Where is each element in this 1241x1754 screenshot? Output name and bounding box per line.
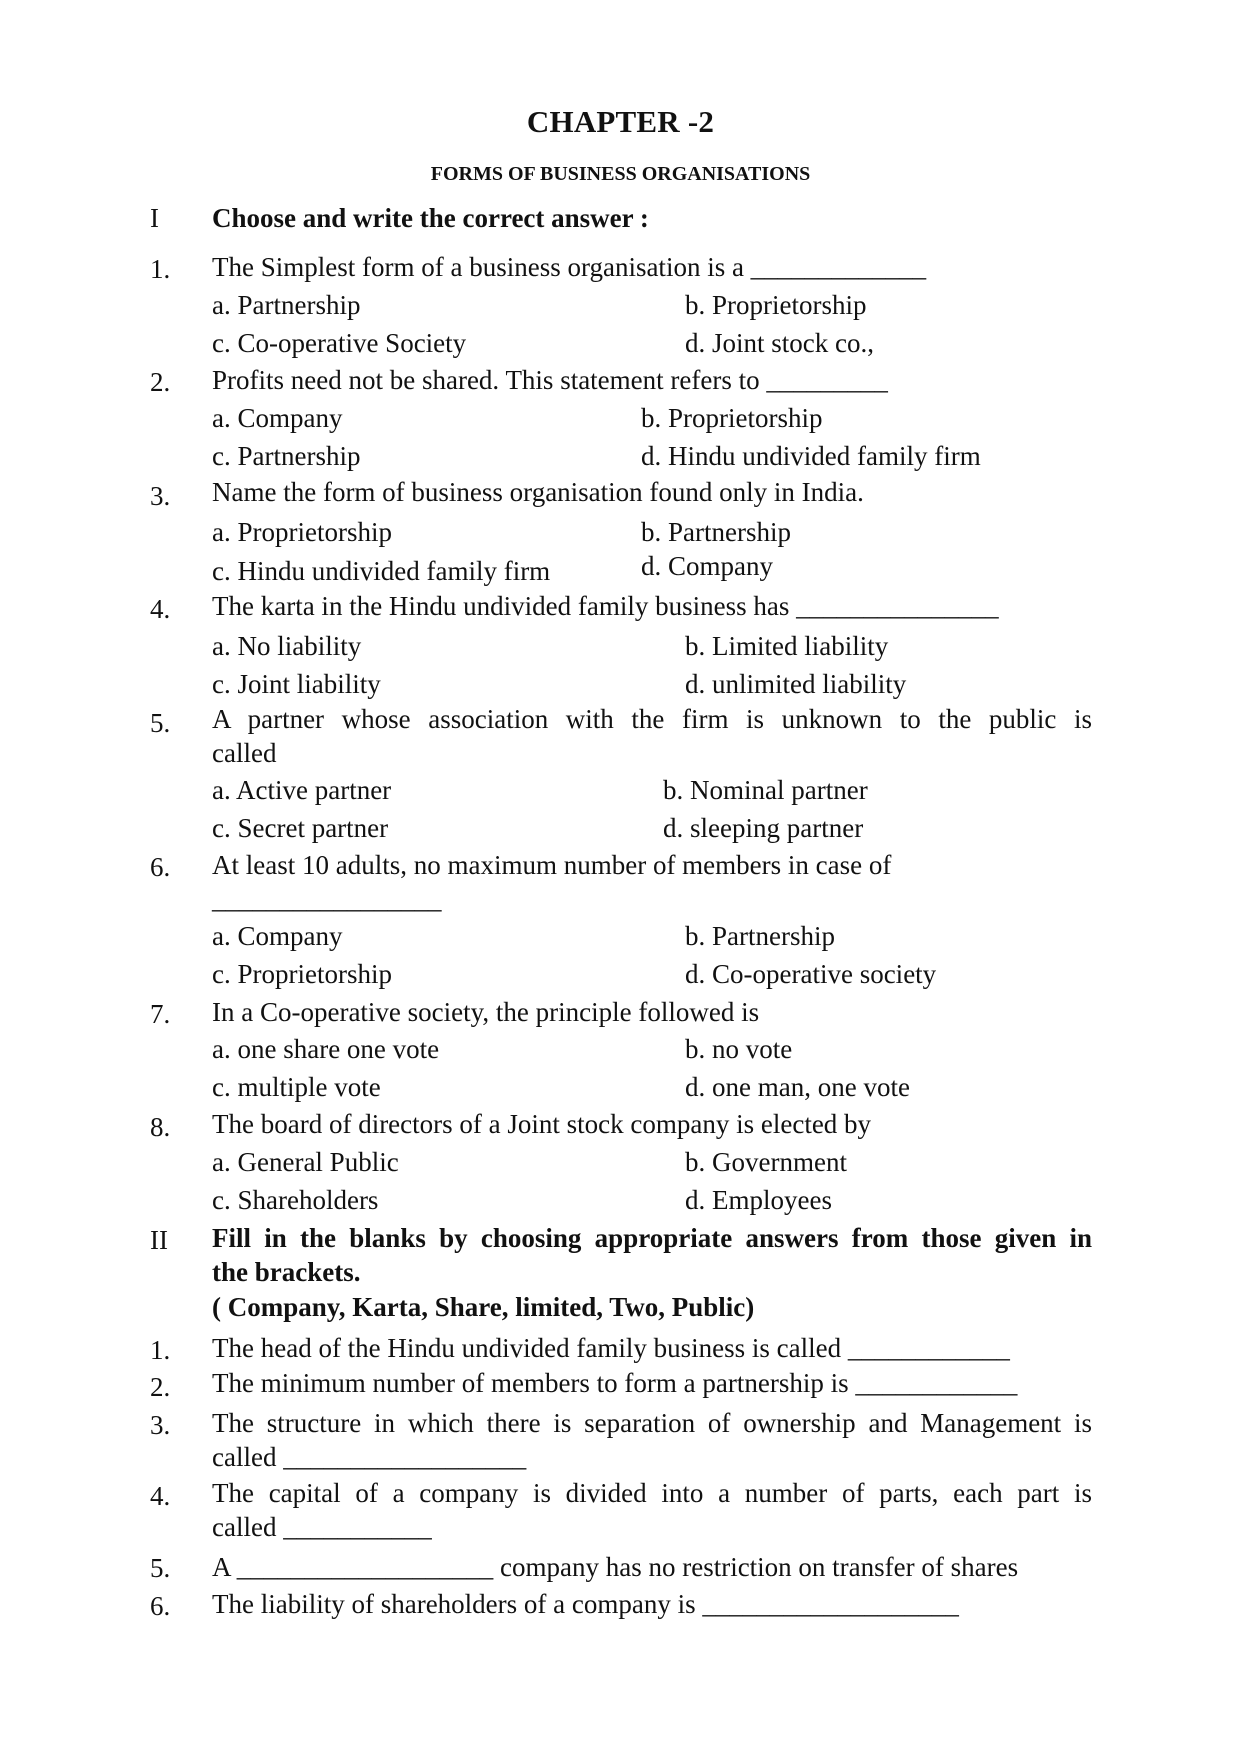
- question-number: 1.: [150, 254, 171, 284]
- section-heading: Fill in the blanks by choosing appropriate answers from those given in: [212, 1223, 1092, 1253]
- answer-choices: ( Company, Karta, Share, limited, Two, Public): [212, 1292, 755, 1322]
- section-heading: Choose and write the correct answer :: [212, 203, 649, 233]
- option-b: b. Proprietorship: [685, 290, 867, 320]
- option-d: d. unlimited liability: [685, 669, 907, 699]
- option-b: b. Limited liability: [685, 631, 889, 661]
- chapter-title: CHAPTER -2: [526, 104, 715, 139]
- option-b: b. Partnership: [685, 921, 835, 951]
- option-b: b. Government: [685, 1147, 847, 1177]
- question-text: The structure in which there is separation of ownership and Management is: [212, 1408, 1092, 1438]
- option-c: c. Shareholders: [212, 1185, 379, 1215]
- option-b: b. no vote: [685, 1034, 793, 1064]
- option-c: c. Secret partner: [212, 813, 389, 843]
- option-b: b. Partnership: [641, 517, 791, 547]
- option-a: a. Company: [212, 403, 343, 433]
- question-text: A ___________________ company has no restriction on transfer of shares: [212, 1552, 1019, 1582]
- question-text: At least 10 adults, no maximum number of members in case of: [212, 850, 892, 880]
- question-text: The capital of a company is divided into a number of parts, each part is: [212, 1478, 1092, 1508]
- question-number: 8.: [150, 1112, 171, 1142]
- option-a: a. Proprietorship: [212, 517, 392, 547]
- question-text: In a Co-operative society, the principle followed is: [212, 997, 760, 1027]
- option-a: a. Partnership: [212, 290, 361, 320]
- option-a: a. No liability: [212, 631, 362, 661]
- option-b: b. Nominal partner: [663, 775, 868, 805]
- question-text: The karta in the Hindu undivided family business has _______________: [212, 591, 999, 621]
- section-numeral: II: [150, 1225, 168, 1255]
- question-text-continued: called ___________: [212, 1512, 432, 1542]
- option-d: d. Co-operative society: [685, 959, 937, 989]
- question-text-continued: called __________________: [212, 1442, 527, 1472]
- option-a: a. Company: [212, 921, 343, 951]
- option-b: b. Proprietorship: [641, 403, 823, 433]
- question-number: 2.: [150, 1372, 171, 1402]
- question-number: 6.: [150, 1591, 171, 1621]
- question-number: 7.: [150, 999, 171, 1029]
- question-number: 3.: [150, 481, 171, 511]
- answer-blank: _________________: [212, 884, 442, 914]
- section-heading-continued: the brackets.: [212, 1257, 361, 1287]
- option-d: d. Hindu undivided family firm: [641, 441, 981, 471]
- option-d: d. Company: [641, 551, 773, 581]
- question-text: The board of directors of a Joint stock company is elected by: [212, 1109, 872, 1139]
- question-number: 4.: [150, 594, 171, 624]
- option-d: d. Employees: [685, 1185, 832, 1215]
- option-d: d. sleeping partner: [663, 813, 864, 843]
- chapter-subtitle: FORMS OF BUSINESS ORGANISATIONS: [430, 163, 811, 185]
- question-text: The head of the Hindu undivided family business is called ____________: [212, 1333, 1010, 1363]
- question-text-continued: called: [212, 738, 277, 768]
- question-text: Profits need not be shared. This statement refers to _________: [212, 365, 888, 395]
- question-text: The minimum number of members to form a partnership is ____________: [212, 1368, 1018, 1398]
- option-d: d. one man, one vote: [685, 1072, 910, 1102]
- question-text: A partner whose association with the firm is unknown to the public is: [212, 704, 1092, 734]
- option-a: a. Active partner: [212, 775, 392, 805]
- option-d: d. Joint stock co.,: [685, 328, 874, 358]
- question-text: Name the form of business organisation found only in India.: [212, 477, 864, 507]
- question-number: 6.: [150, 852, 171, 882]
- option-c: c. multiple vote: [212, 1072, 381, 1102]
- question-number: 5.: [150, 1553, 171, 1583]
- question-number: 2.: [150, 367, 171, 397]
- question-number: 3.: [150, 1410, 171, 1440]
- option-c: c. Partnership: [212, 441, 361, 471]
- question-text: The liability of shareholders of a company is ___________________: [212, 1589, 959, 1619]
- question-number: 4.: [150, 1481, 171, 1511]
- question-number: 5.: [150, 708, 171, 738]
- option-a: a. General Public: [212, 1147, 399, 1177]
- question-text: The Simplest form of a business organisation is a _____________: [212, 252, 927, 282]
- question-number: 1.: [150, 1335, 171, 1365]
- option-c: c. Proprietorship: [212, 959, 392, 989]
- option-a: a. one share one vote: [212, 1034, 440, 1064]
- option-c: c. Joint liability: [212, 669, 381, 699]
- section-numeral: I: [150, 203, 159, 233]
- option-c: c. Hindu undivided family firm: [212, 556, 551, 586]
- option-c: c. Co-operative Society: [212, 328, 467, 358]
